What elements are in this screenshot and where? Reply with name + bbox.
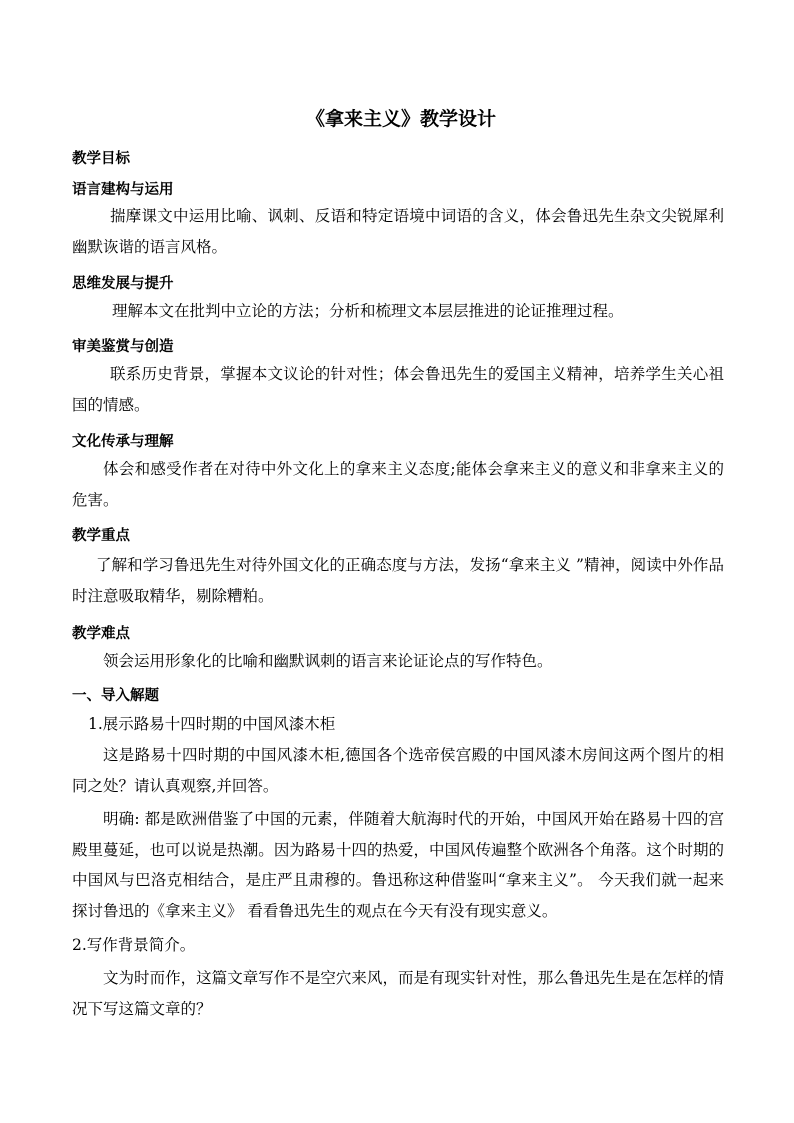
key-paragraph: 了解和学习鲁迅先生对待外国文化的正确态度与方法，发扬“拿来主义 ”精神，阅读中外作品时注意吸取精华，剔除糟粕。 <box>72 556 724 605</box>
item1-answer-paragraph: 明确: 都是欧洲借鉴了中国的元素，伴随着大航海时代的开始，中国风开始在路易十四的宫殿里蔓延，也可以说是热潮。因为路易十四的热爱，中国风传遍整个欧洲各个角落。这个时期的中国风与巴洛克相结合，是庄严且肃穆的。鲁迅称这种借鉴叫“拿来主义”。 今天我们就一起来探讨鲁迅的《拿来主义》 看看鲁迅先生的观点在今天有没有现实意义。 <box>72 810 724 920</box>
key-heading: 教学重点 <box>72 528 130 544</box>
aesthetic-paragraph: 联系历史背景，掌握本文议论的针对性；体会鲁迅先生的爱国主义精神，培养学生关心祖国的情感。 <box>72 365 724 414</box>
item2-paragraph: 文为时而作，这篇文章写作不是空穴来风，而是有现实针对性，那么鲁迅先生是在怎样的情况下写这篇文章的？ <box>72 969 724 1018</box>
culture-heading: 文化传承与理解 <box>72 434 174 450</box>
objectives-heading: 教学目标 <box>72 151 130 167</box>
part1-heading: 一、导入解题 <box>72 688 159 704</box>
thinking-heading: 思维发展与提升 <box>72 276 174 292</box>
lang-heading: 语言建构与运用 <box>72 182 174 198</box>
document-title: 《拿来主义》教学设计 <box>305 108 496 130</box>
difficulty-paragraph: 领会运用形象化的比喻和幽默讽刺的语言来论证论点的写作特色。 <box>103 652 553 670</box>
culture-paragraph: 体会和感受作者在对待中外文化上的拿来主义态度;能体会拿来主义的意义和非拿来主义的危害。 <box>72 460 724 509</box>
thinking-paragraph: 理解本文在批判中立论的方法；分析和梳理文本层层推进的论证推理过程。 <box>112 302 624 320</box>
item1-paragraph: 这是路易十四时期的中国风漆木柜,德国各个选帝侯宫殿的中国风漆木房间这两个图片的相同之处？请认真观察,并回答。 <box>72 746 724 795</box>
item1-line: 1.展示路易十四时期的中国风漆木柜 <box>88 715 336 733</box>
item2-line: 2.写作背景简介。 <box>72 936 196 954</box>
lang-paragraph: 揣摩课文中运用比喻、讽刺、反语和特定语境中词语的含义，体会鲁迅先生杂文尖锐犀利幽默诙谐的语言风格。 <box>72 207 724 256</box>
difficulty-heading: 教学难点 <box>72 626 130 642</box>
aesthetic-heading: 审美鉴赏与创造 <box>72 339 174 355</box>
